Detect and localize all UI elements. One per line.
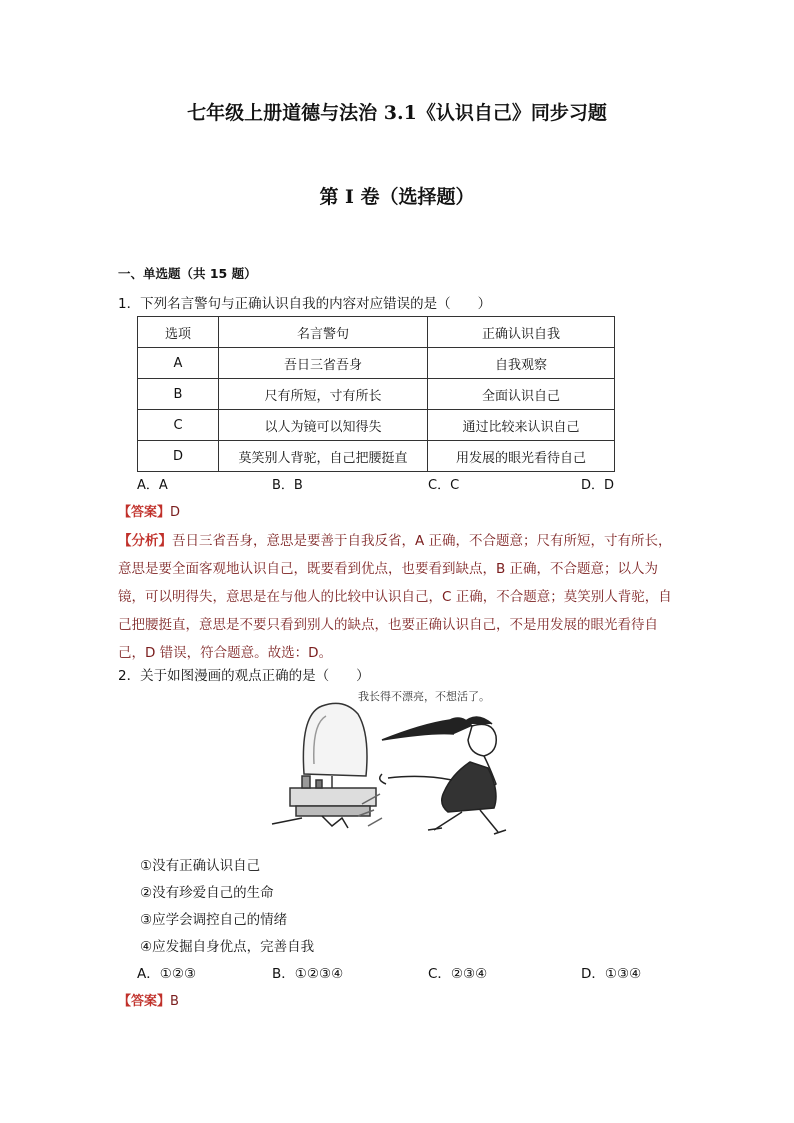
- question-1-analysis: [118, 527, 678, 667]
- question-1-option-b: B．B: [272, 478, 303, 493]
- table-cell: B: [138, 379, 219, 410]
- mirror-drawing: [272, 703, 376, 828]
- woman-figure: [358, 717, 506, 834]
- statement-1: ①没有正确认识自己: [140, 858, 261, 874]
- question-2-answer: [118, 990, 179, 1009]
- table-cell: D: [138, 441, 219, 472]
- answer-value: D: [170, 505, 181, 520]
- table-row: [138, 379, 615, 410]
- table-cell: 用发展的眼光看待自己: [428, 441, 615, 472]
- table-row: [138, 441, 615, 472]
- table-cell: 尺有所短，寸有所长: [219, 379, 428, 410]
- question-1-stem: 1．下列名言警句与正确认识自我的内容对应错误的是（ ）: [118, 296, 492, 312]
- cartoon-illustration: [262, 684, 562, 836]
- table-header-cell: 选项: [138, 317, 219, 348]
- question-1-table: [137, 316, 615, 472]
- section-heading: 一、单选题（共 15 题）: [118, 266, 257, 281]
- table-cell: 吾日三省吾身: [219, 348, 428, 379]
- question-2-option-a: A．①②③: [137, 966, 197, 982]
- table-cell: 全面认识自己: [428, 379, 615, 410]
- answer-tag: 【答案】: [118, 994, 171, 1009]
- cartoon-caption: 我长得不漂亮，不想活了。: [358, 690, 490, 703]
- statement-2: ②没有珍爱自己的生命: [140, 885, 274, 901]
- question-2-option-d: D．①③④: [581, 966, 642, 982]
- table-header-row: [138, 317, 615, 348]
- analysis-tag: 【分析】: [118, 533, 172, 549]
- question-2-option-b: B．①②③④: [272, 966, 344, 982]
- table-row: [138, 410, 615, 441]
- table-cell: C: [138, 410, 219, 441]
- analysis-text: 吾日三省吾身，意思是要善于自我反省，A 正确，不合题意；尺有所短，寸有所长，意思是要全面客观地认识自己，既要看到优点，也要看到缺点，B 正确，不合题意；以人为镜，可以明得失，意思是在与他人的比较中认识自己，C 正确，不合题意；莫笑别人背驼，自己把腰挺直，意思是不要只看到别人的缺点，也要正确认识自己，不是用发展的眼光看待自己，D 错误，符合题意。故选：D。: [118, 533, 672, 661]
- document-title: 七年级上册道德与法治 3.1《认识自己》同步习题: [187, 102, 607, 124]
- question-2-stem: 2．关于如图漫画的观点正确的是（ ）: [118, 668, 370, 684]
- volume-subtitle: 第 I 卷（选择题）: [319, 186, 475, 208]
- table-cell: 以人为镜可以知得失: [219, 410, 428, 441]
- table-header-cell: 名言警句: [219, 317, 428, 348]
- question-2-option-c: C．②③④: [428, 966, 488, 982]
- table-row: [138, 348, 615, 379]
- table-cell: 通过比较来认识自己: [428, 410, 615, 441]
- statement-4: ④应发掘自身优点，完善自我: [140, 939, 315, 955]
- question-1-option-a: A．A: [137, 478, 168, 493]
- statement-3: ③应学会调控自己的情绪: [140, 912, 288, 928]
- table-cell: A: [138, 348, 219, 379]
- question-1-option-c: C．C: [428, 478, 460, 493]
- question-1-option-d: D．D: [581, 478, 615, 493]
- table-header-cell: 正确认识自我: [428, 317, 615, 348]
- question-2-cartoon: [262, 684, 562, 836]
- question-1-answer: [118, 501, 180, 520]
- answer-tag: 【答案】: [118, 505, 171, 520]
- answer-value: B: [170, 994, 179, 1009]
- table-cell: 自我观察: [428, 348, 615, 379]
- table-cell: 莫笑别人背驼，自己把腰挺直: [219, 441, 428, 472]
